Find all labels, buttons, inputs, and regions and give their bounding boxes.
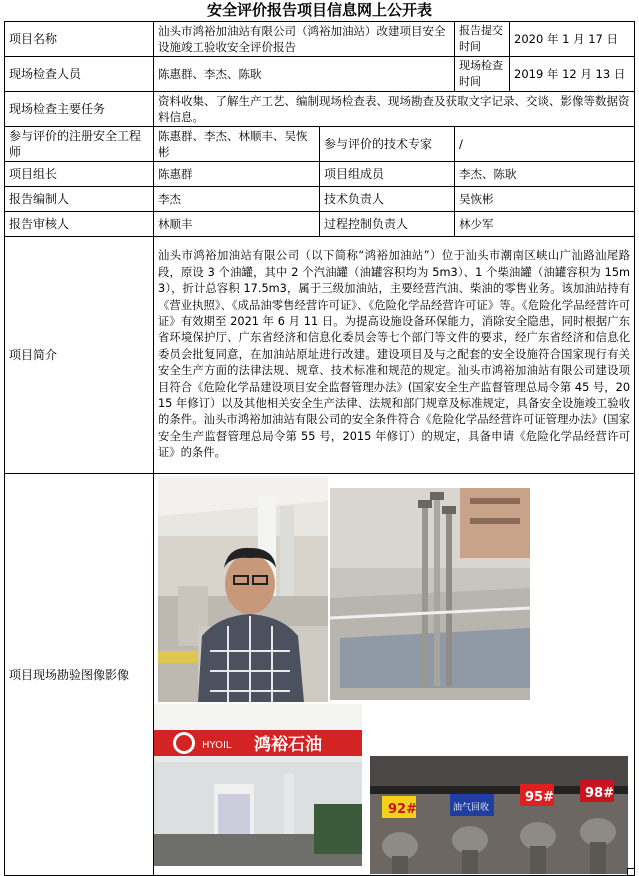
page-title: 安全评价报告项目信息网上公开表 (206, 1, 432, 19)
reviewer-label: 报告审核人 (5, 212, 154, 237)
tech-lead: 吴恢彬 (455, 187, 635, 212)
compiler-label: 报告编制人 (5, 187, 154, 212)
photo-tank-caps (370, 756, 628, 874)
engineers: 陈惠群、李杰、林顺丰、吴恢彬 (154, 127, 320, 162)
leader-label: 项目组长 (5, 162, 154, 187)
experts-label: 参与评价的技术专家 (320, 127, 455, 162)
inspectors: 陈惠群、李杰、陈耿 (154, 57, 455, 92)
compiler: 李杰 (154, 187, 320, 212)
station-sign-text: 鸿裕石油 (254, 735, 322, 755)
engineers-label: 参与评价的注册安全工程师 (5, 127, 154, 162)
members-label: 项目组成员 (320, 162, 455, 187)
intro-label: 项目简介 (5, 237, 154, 474)
cell-corner-mark (627, 868, 634, 875)
photos-label: 项目现场勘验图像影像 (5, 474, 154, 876)
inspect-time: 2019 年 12 月 13 日 (510, 57, 635, 92)
tag-92: 92# (388, 802, 417, 817)
tag-95: 95# (525, 790, 554, 805)
inspect-time-label: 现场检查时间 (455, 57, 510, 92)
photo-vent-pipes (330, 488, 530, 700)
photos-cell (154, 474, 635, 876)
reviewer: 林顺丰 (154, 212, 320, 237)
info-table (4, 21, 635, 876)
inspectors-label: 现场检查人员 (5, 57, 154, 92)
tasks: 资料收集、了解生产工艺、编制现场检查表、现场勘查及获取文字记录、交谈、影像等数据资料信息。 (154, 92, 635, 127)
process-lead: 林少军 (455, 212, 635, 237)
tag-vapor: 油气回收 (453, 803, 490, 813)
submit-time-label: 报告提交时间 (455, 22, 510, 57)
members: 李杰、陈耿 (455, 162, 635, 187)
tasks-label: 现场检查主要任务 (5, 92, 154, 127)
photo-inspector (158, 476, 328, 702)
project-name: 汕头市鸿裕加油站有限公司（鸿裕加油站）改建项目安全设施竣工验收安全评价报告 (154, 22, 455, 57)
experts: / (455, 127, 635, 162)
process-lead-label: 过程控制负责人 (320, 212, 455, 237)
intro-text: 汕头市鸿裕加油站有限公司（以下简称“鸿裕加油站”）位于汕头市潮南区峡山广汕路汕尾路段，原设 3 个油罐，其中 2 个汽油罐（油罐容积均为 5m3）、1 个柴油罐（油罐容积为 15m3），折计总容积 17.5m3，属于三级加油站，主要经营汽油、柴油的零售业务。该加油站持有《营业执照》、《成品油零售经营许可证》、《危险化学品经营许可证》等。《危险化学品经营许可证》有效期至 2021 年 6 月 11 日。为提高设施设备环保能力，消除安全隐患，同时根据广东省环境保护厅、广东省经济和信息化委员会等七个部门等文件的要求，经广东省经济和信息化委员会批复同意，在加油站原址进行改建。建设项目及与之配套的安全设施符合国家现行有关安全生产方面的法律法规、规章、技术标准和规范的规定。汕头市鸿裕加油站有限公司建设项目符合《危险化学品建设项目安全监督管理办法》(国家安全生产监督管理总局令第 45 号，2015 年修订）以及其他相关安全生产法律、法规和部门规章及标准规定，具备安全设施竣工验收的条件。汕头市鸿裕加油站有限公司的安全条件符合《危险化学品经营许可证管理办法》(国家安全生产监督管理总局令第 55 号，2015 年修订）的规定，具备申请《危险化学品经营许可证》的条件。 (154, 237, 635, 474)
photo-station-canopy (154, 704, 362, 866)
tag-98: 98# (585, 786, 614, 801)
tech-lead-label: 技术负责人 (320, 187, 455, 212)
brand-text: HYOIL (202, 740, 232, 751)
project-name-label: 项目名称 (5, 22, 154, 57)
leader: 陈惠群 (154, 162, 320, 187)
submit-time: 2020 年 1 月 17 日 (510, 22, 635, 57)
